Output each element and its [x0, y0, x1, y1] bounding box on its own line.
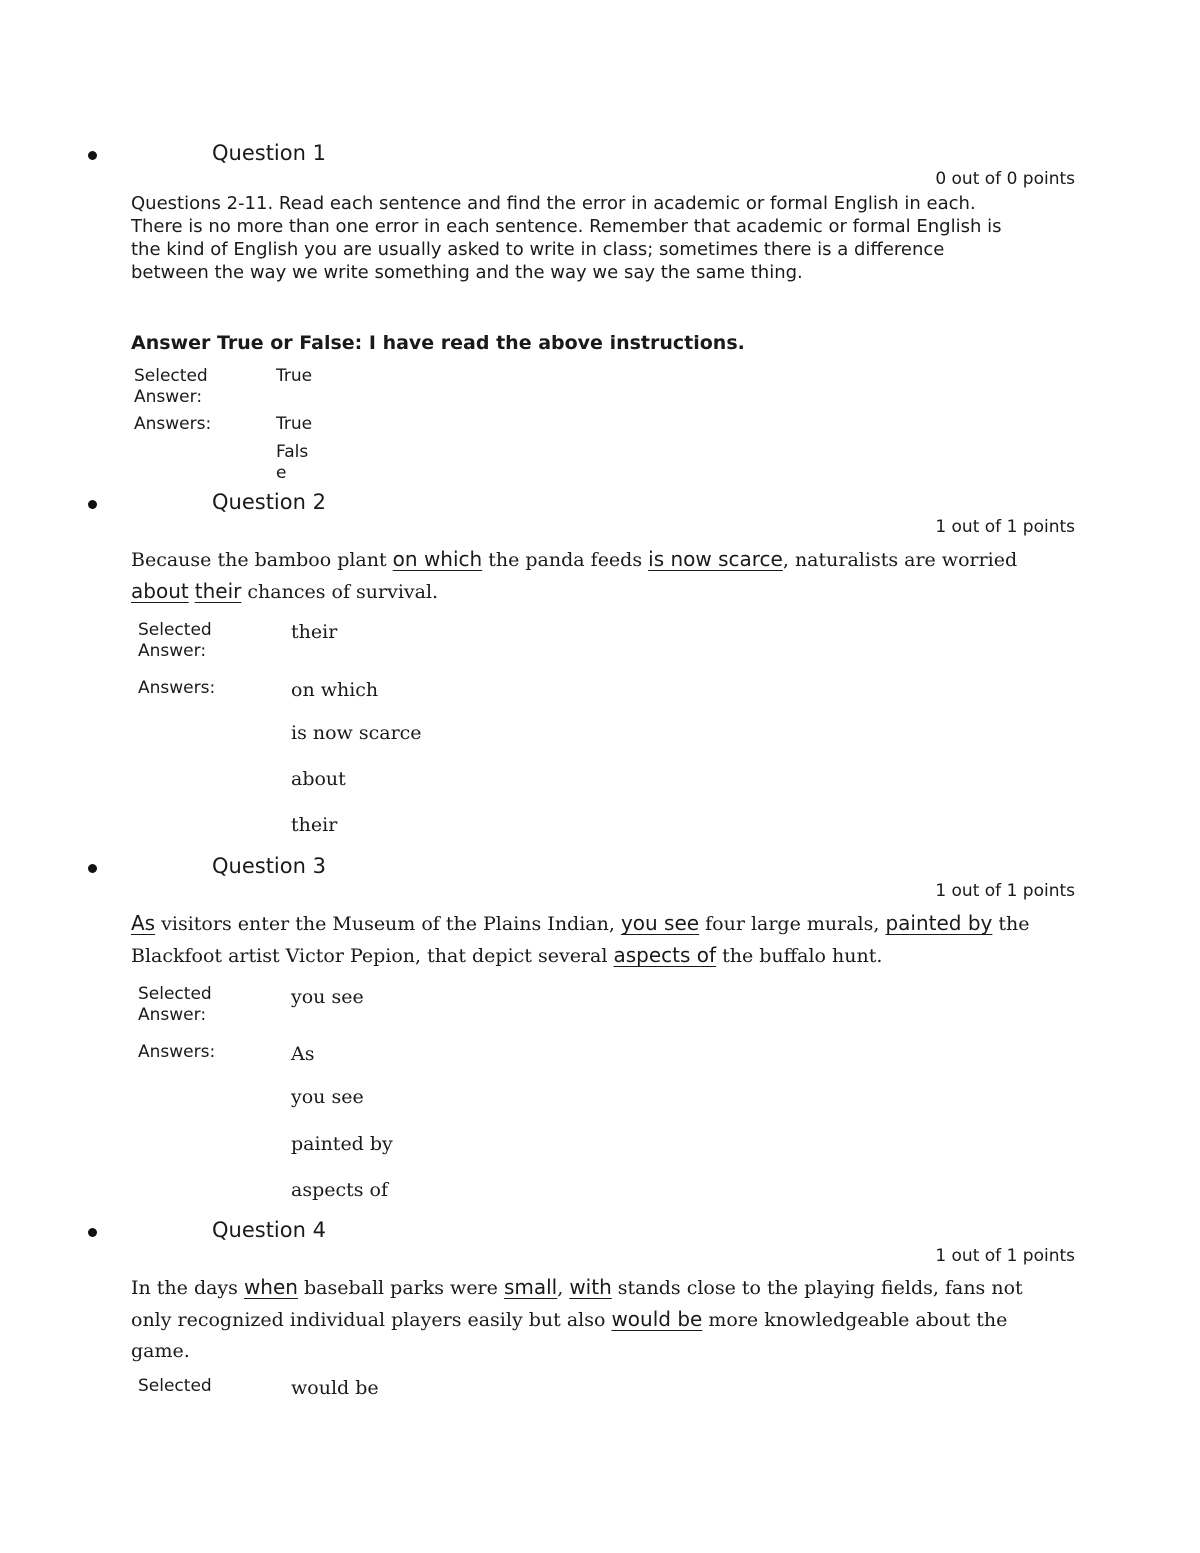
- underlined-segment: aspects of: [613, 943, 717, 967]
- question-title: Question 2: [212, 490, 326, 514]
- answer-option: is now scarce: [291, 722, 422, 744]
- answer-option: painted by: [291, 1133, 393, 1155]
- underlined-segment: when: [243, 1275, 298, 1299]
- sentence-text: the panda feeds: [482, 549, 649, 571]
- answers-label: Answers:: [138, 1042, 216, 1062]
- underlined-segment: small: [503, 1275, 558, 1299]
- sentence-text: ,: [557, 1277, 570, 1299]
- question-points: 1 out of 1 points: [935, 1246, 1075, 1266]
- answers-label: Answers:: [138, 678, 216, 698]
- question-bullet: [88, 500, 97, 509]
- selected-answer-value: their: [291, 621, 338, 643]
- question-points: 1 out of 1 points: [935, 881, 1075, 901]
- selected-answer-value: would be: [291, 1377, 379, 1399]
- question-bullet: [88, 1228, 97, 1237]
- underlined-segment: on which: [392, 547, 483, 571]
- answer-option: True: [276, 414, 313, 434]
- sentence-text: four large murals,: [699, 913, 886, 935]
- sentence-text: , naturalists are worried: [782, 549, 1018, 571]
- question-title: Question 4: [212, 1218, 326, 1242]
- sentence-text: baseball parks were: [297, 1277, 504, 1299]
- selected-answer-value: True: [276, 366, 313, 386]
- selected-answer-label: Selected: [138, 1376, 212, 1396]
- sentence-text: Because the bamboo plant: [131, 549, 393, 571]
- sentence-text: the buffalo hunt.: [716, 945, 883, 967]
- answers-label: Answers:: [134, 414, 212, 434]
- underlined-segment: with: [569, 1275, 612, 1299]
- sentence-text: stands close to the playing fields, fans not only recognized individual players easily but also: [131, 1277, 1023, 1331]
- underlined-segment: would be: [611, 1307, 703, 1331]
- question-points: 0 out of 0 points: [935, 169, 1075, 189]
- question-bullet: [88, 864, 97, 873]
- underlined-segment: their: [194, 579, 242, 603]
- answer-option: about: [291, 768, 346, 790]
- underlined-segment: painted by: [885, 911, 993, 935]
- selected-answer-label: Selected Answer:: [138, 620, 212, 661]
- question-title: Question 3: [212, 854, 326, 878]
- underlined-segment: about: [131, 579, 189, 603]
- selected-answer-value: you see: [291, 986, 364, 1008]
- underlined-segment: you see: [620, 911, 700, 935]
- answer-option: False: [276, 442, 309, 483]
- underlined-segment: is now scarce: [648, 547, 783, 571]
- underlined-segment: As: [131, 911, 156, 935]
- sentence-text: In the days: [131, 1277, 244, 1299]
- sentence-text: more knowledgeable about the game.: [131, 1309, 1008, 1362]
- answer-option: aspects of: [291, 1179, 389, 1201]
- question-sentence: [131, 908, 1031, 972]
- answer-option: their: [291, 814, 338, 836]
- sentence-text: visitors enter the Museum of the Plains Indian,: [155, 913, 621, 935]
- question-title: Question 1: [212, 141, 326, 165]
- selected-answer-label: Selected Answer:: [134, 366, 208, 407]
- answer-option: you see: [291, 1086, 364, 1108]
- question-points: 1 out of 1 points: [935, 517, 1075, 537]
- answer-option: on which: [291, 679, 379, 701]
- question-bullet: [88, 151, 97, 160]
- sentence-text: the Blackfoot artist Victor Pepion, that depict several: [131, 913, 1030, 967]
- sentence-text: chances of survival.: [241, 581, 439, 603]
- selected-answer-label: Selected Answer:: [138, 984, 212, 1025]
- question-instructions: Questions 2-11. Read each sentence and find the error in academic or formal English in each. There is no more than one error in each sentence. Remember that academic or formal English is the kind of English you are usually asked to write in class; sometimes there is a difference between the way we write something and the way we say the same thing.: [131, 193, 1002, 283]
- question-sentence: [131, 1272, 1031, 1367]
- question-prompt: Answer True or False: I have read the above instructions.: [131, 332, 745, 354]
- answer-option: As: [291, 1043, 315, 1065]
- question-sentence: [131, 544, 1031, 608]
